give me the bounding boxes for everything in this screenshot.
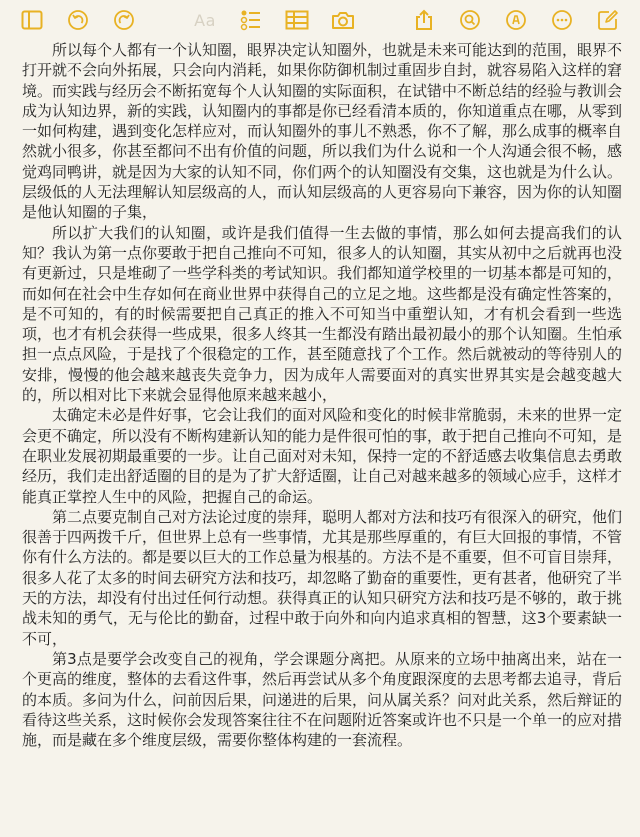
format-label: Aa xyxy=(194,10,216,30)
share-button[interactable] xyxy=(404,4,444,36)
new-note-button[interactable] xyxy=(588,4,628,36)
markup-pen-icon xyxy=(505,9,527,31)
redo-icon xyxy=(113,9,135,31)
share-icon xyxy=(414,9,434,31)
more-icon xyxy=(551,9,573,31)
camera-icon xyxy=(331,10,355,30)
camera-button[interactable] xyxy=(323,4,363,36)
note-paragraph: 太确定未必是件好事，它会让我们的面对风险和变化的时候非常脆弱，未来的世界一定会更不确定，所以没有不断构建新认知的能力是件很可怕的事，敢于把自己推向不可知，是在职业发展初期最重要的一步。让自己面对对未知，保持一定的不舒适感去收集信息去勇敢经历，我们走出舒适圈的目的是为了扩大舒适圈，让自己对越来越多的领域心应手，这样才能真正掌控人生中的风险，把握自己的命运。 xyxy=(22,406,622,506)
new-note-icon xyxy=(597,9,619,31)
table-button[interactable] xyxy=(277,4,317,36)
format-button[interactable] xyxy=(185,4,225,36)
note-paragraph: 第二点要克制自己对方法论过度的崇拜，聪明人都对方法和技巧有很深入的研究，他们很善于四两拨千斤，但世界上总有一些事情，尤其是那些厚重的，有巨大回报的事情，不管你有什么方法的。都是要以巨大的工作总量为根基的。方法不是不重要，但不可盲目崇拜，很多人花了太多的时间去研究方法和技巧，却忽略了勤奋的重要性，更有甚者，他研究了半天的方法，却没有付出过任何行动想。获得真正的认知只研究方法和技巧是不够的，敢于挑战未知的勇气，无与伦比的勤奋，过程中敢于向外和向内追求真相的智慧，这3个要素缺一不可， xyxy=(22,507,622,648)
note-body[interactable] xyxy=(22,40,622,837)
search-button[interactable] xyxy=(450,4,490,36)
undo-icon xyxy=(67,9,89,31)
more-button[interactable] xyxy=(542,4,582,36)
markup-button[interactable] xyxy=(496,4,536,36)
toolbar-left-group xyxy=(12,4,144,36)
table-icon xyxy=(285,10,309,30)
checklist-button[interactable] xyxy=(231,4,271,36)
sidebar-button[interactable] xyxy=(12,4,52,36)
undo-button[interactable] xyxy=(58,4,98,36)
note-paragraph: 所以扩大我们的认知圈，或许是我们值得一生去做的事情，那么如何去提高我们的认知？我认为第一点你要敢于把自己推向不可知，很多人的认知圈，其实从初中之后就再也没有更新过，只是堆砌了一些学科类的考试知识。我们都知道学校里的一切基本都是可知的，而如何在社会中生存如何在商业世界中获得自己的立足之地。这些都是没有确定性答案的，是不可知的，有的时候需要把自己真正的推入不可知当中重塑认知，才有机会看到一些选项，也才有机会获得一些成果，很多人终其一生都没有踏出最初最小的那个认知圈。生怕承担一点点风险，于是找了个很稳定的工作，甚至随意找了个工作。然后就被动的等待别人的安排，慢慢的他会越来越丧失竞争力，因为成年人需要面对的真实世界其实是会越变越大的，所以相对比下来就会显得他原来越来越小， xyxy=(22,223,622,405)
note-toolbar xyxy=(0,0,640,40)
note-paragraph: 所以每个人都有一个认知圈，眼界决定认知圈外，也就是未来可能达到的范围，眼界不打开就不会向外拓展，只会向内消耗，如果你防御机制过重固步自封，就容易陷入这样的窘境。而实践与经历会不断拓宽每个人认知圈的实际面积，在试错中不断总结的经验与教训会成为认知边界，新的实践，认知圈内的事都是你已经看清本质的，你知道重点在哪，从零到一如何构建，遇到变化怎样应对，而认知圈外的事儿不熟悉，你不了解，那么成事的概率自然就小很多，你甚至都问不出有价值的问题，所以我们为什么说和一个人沟通会很不畅，感觉鸡同鸭讲，就是因为大家的认知不同，你们两个的认知圈没有交集，这也就是为什么认。层级低的人无法理解认知层级高的人，而认知层级高的人更容易向下兼容，因为你的认知圈是他认知圈的子集， xyxy=(22,41,622,222)
note-paragraph: 第3点是要学会改变自己的视角，学会课题分离把。从原来的立场中抽离出来，站在一个更高的维度，整体的去看这件事，然后再尝试从多个角度跟深度的去思考都去追寻，背后的本质。多问为什么，问前因后果，问递进的后果，问从属关系？问对此关系，然后辩证的看待这些关系，这时候你会发现答案往往不在问题附近答案或许也不只是一个单一的应对措施，而是藏在多个维度层级，需要你整体构建的一套流程。 xyxy=(22,649,622,750)
toolbar-center-group xyxy=(185,4,363,36)
redo-button[interactable] xyxy=(104,4,144,36)
checklist-icon xyxy=(240,9,262,31)
search-icon xyxy=(459,9,481,31)
toolbar-right-group xyxy=(404,4,628,36)
sidebar-icon xyxy=(21,10,43,30)
